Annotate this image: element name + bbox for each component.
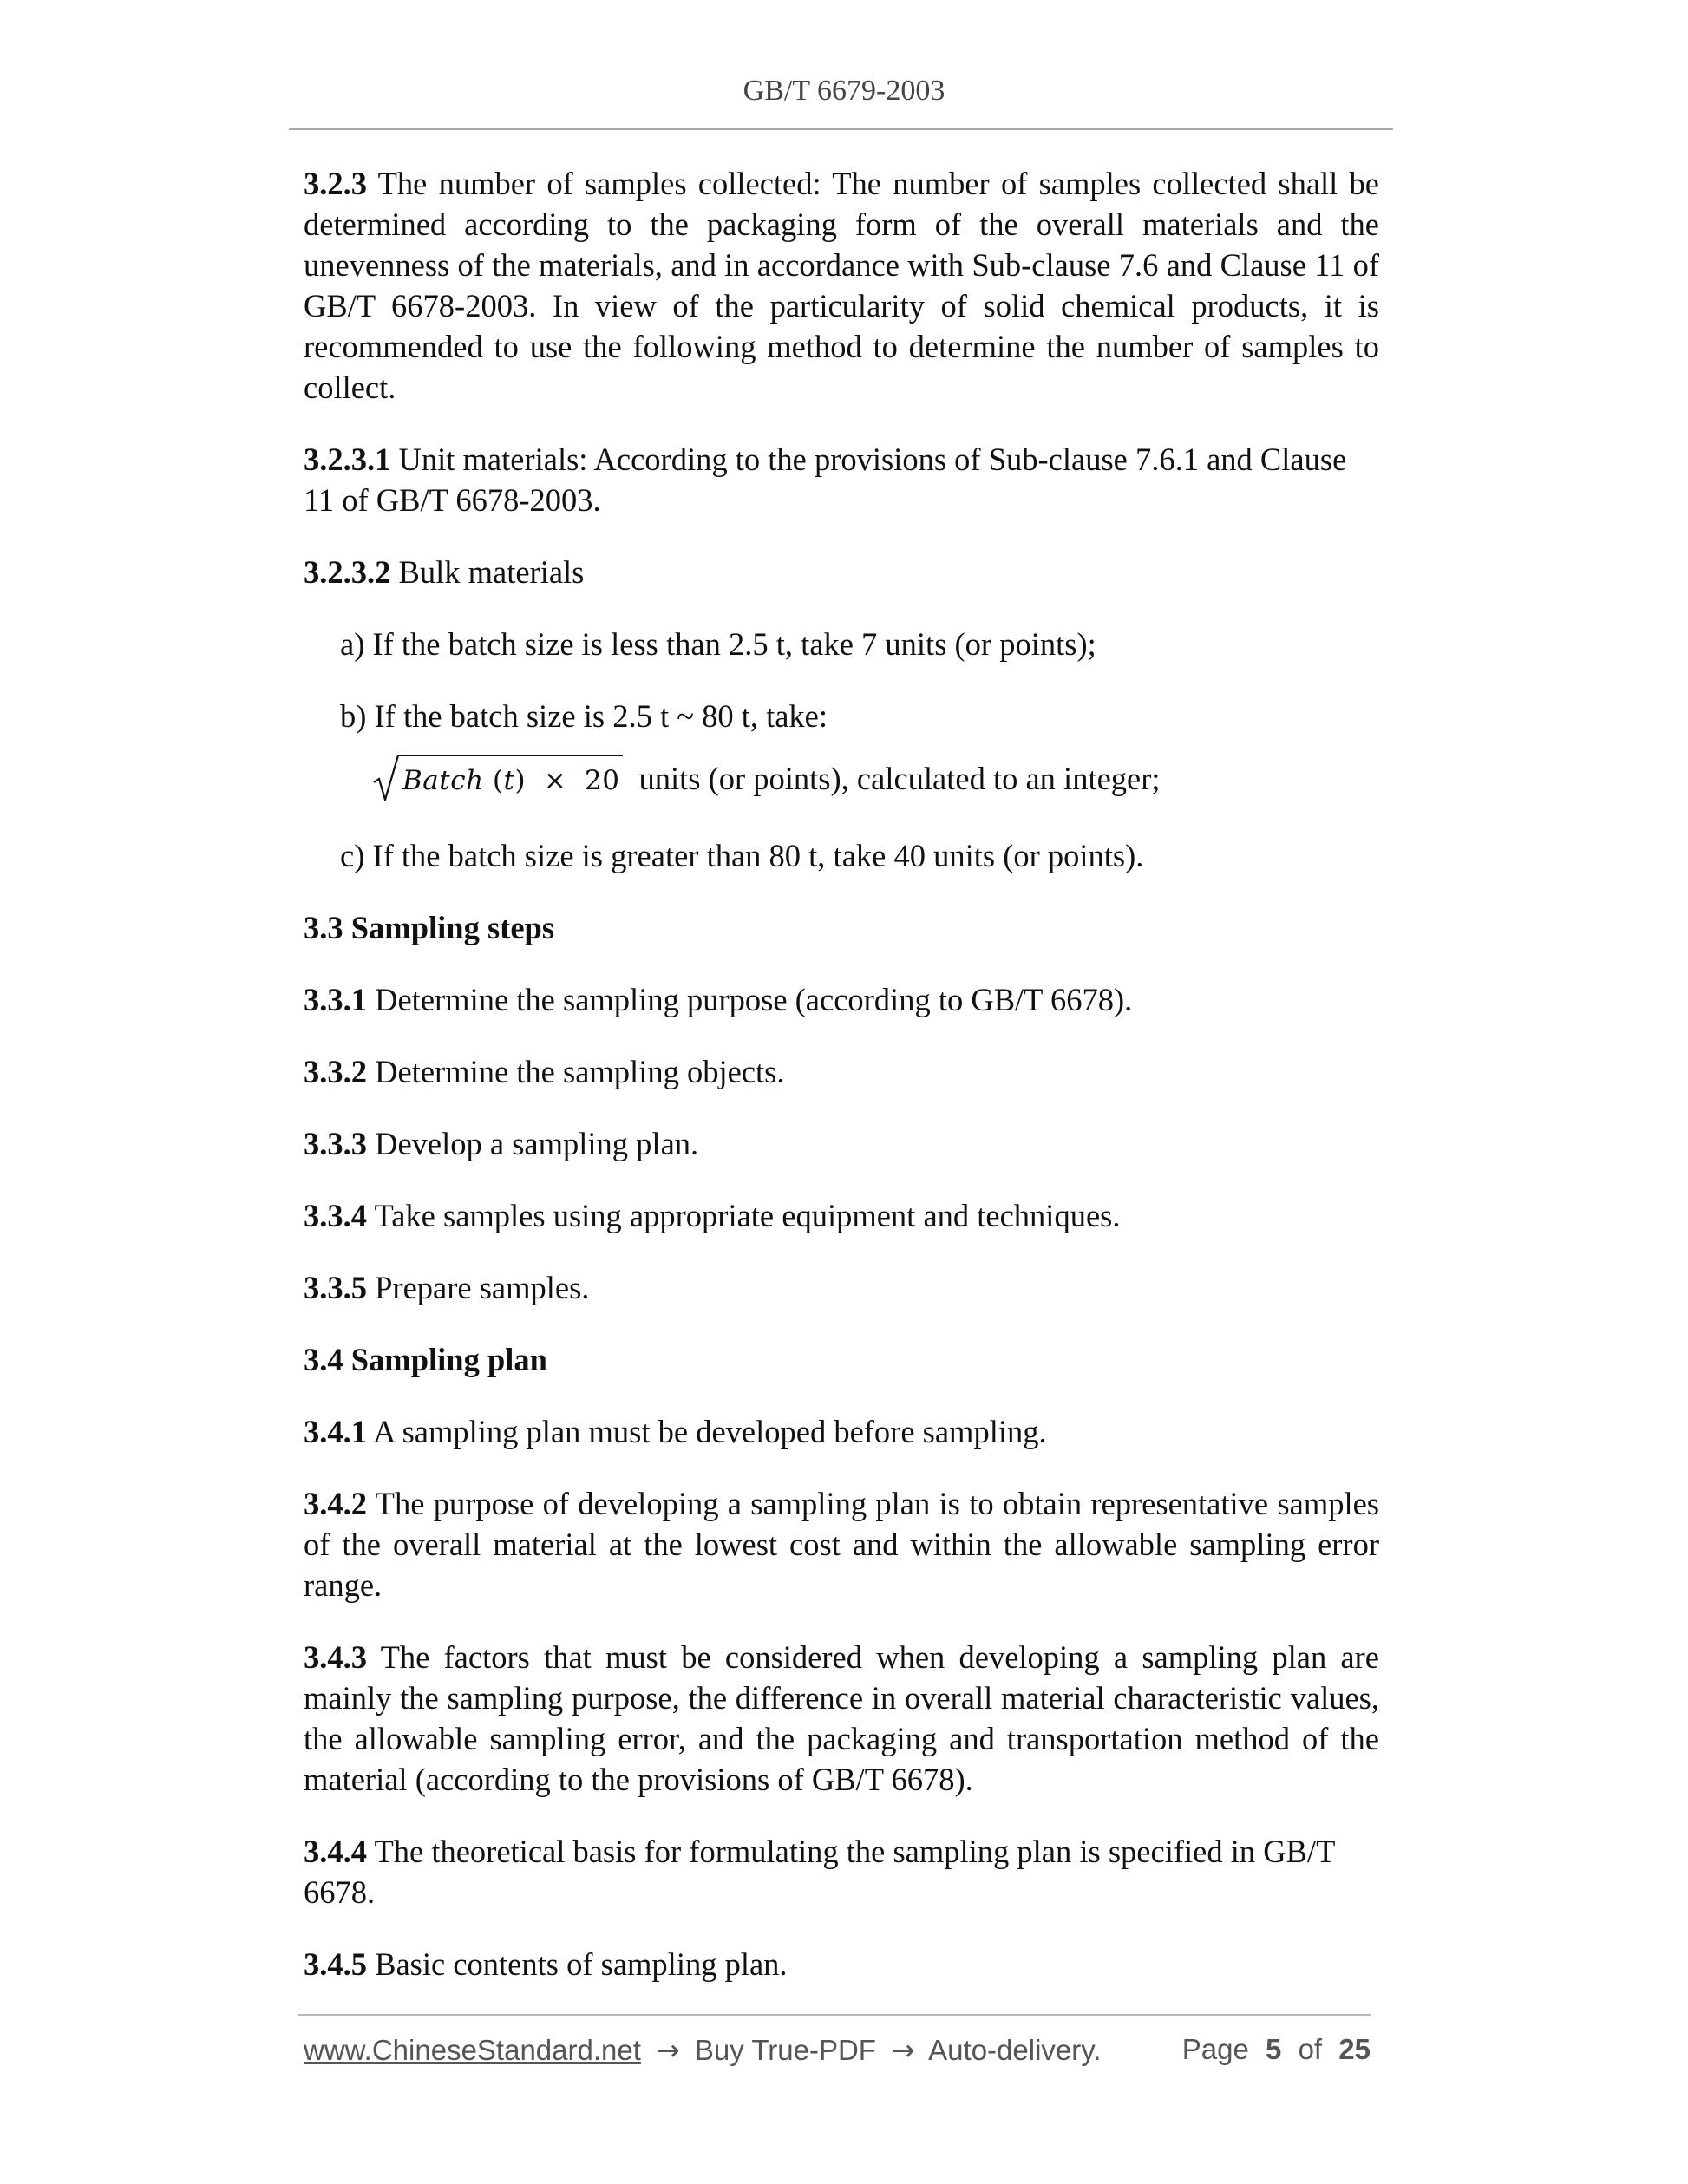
clause-number: 3.4.1 (304, 1414, 367, 1449)
clause-number: 3.2.3 (304, 166, 367, 201)
formula-batch: Batch (402, 764, 484, 796)
clause-3-4-3 (304, 1637, 1379, 1800)
clause-number: 3.3.5 (304, 1270, 367, 1305)
page-header: GB/T 6679-2003 (743, 75, 945, 107)
formula-t: t (503, 764, 515, 796)
clause-text: The factors that must be considered when developing a sampling plan are mainly the sampling purpose, the difference in overall material characteristic values, the allowable sampling error, and the packaging and transportation method of the material (according to the provisions of GB/T 6678). (304, 1639, 1379, 1797)
formula-radicand (399, 755, 623, 801)
arrow-right-icon: → (656, 2032, 680, 2067)
clause-text: Basic contents of sampling plan. (375, 1946, 788, 1982)
arrow-right-icon: → (891, 2032, 915, 2067)
sample-count-formula (373, 752, 1379, 804)
clause-3-3-4 (304, 1195, 1379, 1236)
clause-text: Take samples using appropriate equipment and techniques. (374, 1198, 1121, 1233)
list-item-c: c) If the batch size is greater than 80 t, take 40 units (or points). (340, 838, 1144, 873)
clause-text: Prepare samples. (375, 1270, 590, 1305)
auto-delivery-text: Auto-delivery. (928, 2033, 1102, 2066)
clause-number: 3.4.4 (304, 1834, 367, 1869)
clause-3-3-1 (304, 979, 1379, 1020)
page-indicator (1182, 2033, 1371, 2066)
clause-number: 3.4.3 (304, 1639, 367, 1675)
clause-text: The purpose of developing a sampling plan is to obtain representative samples of the overall material at the lowest cost and within the allowable sampling error range. (304, 1486, 1380, 1603)
section-heading-3-3: 3.3 Sampling steps (304, 910, 555, 945)
formula-paren-close: ) (514, 764, 527, 796)
clause-number: 3.3.4 (304, 1198, 367, 1233)
formula-times: × (543, 764, 567, 796)
clause-number: 3.3.1 (304, 982, 367, 1017)
website-link[interactable]: www.ChineseStandard.net (304, 2033, 641, 2066)
square-root-expression (373, 755, 623, 801)
clause-3-2-3-2 (304, 552, 1379, 592)
clause-text: The theoretical basis for formulating the sampling plan is specified in GB/T 6678. (304, 1834, 1335, 1910)
formula-paren-open: ( (492, 764, 504, 796)
clause-3-4-5 (304, 1944, 1379, 1985)
clause-3-4-4 (304, 1831, 1379, 1913)
document-body (304, 163, 1379, 2016)
page-total: 25 (1338, 2033, 1371, 2065)
list-item-a: a) If the batch size is less than 2.5 t, take 7 units (or points); (340, 626, 1096, 662)
buy-pdf-text: Buy True-PDF (694, 2033, 876, 2066)
clause-number: 3.2.3.1 (304, 441, 391, 477)
clause-3-3-5 (304, 1267, 1379, 1308)
clause-number: 3.4.2 (304, 1486, 367, 1521)
page-footer (304, 2028, 1371, 2071)
clause-3-2-3-1 (304, 439, 1379, 520)
clause-number: 3.3.3 (304, 1126, 367, 1161)
clause-text: Determine the sampling objects. (375, 1054, 785, 1089)
clause-text: Bulk materials (398, 554, 585, 590)
list-item-b: b) If the batch size is 2.5 t ~ 80 t, take: (340, 698, 828, 734)
clause-number: 3.2.3.2 (304, 554, 391, 590)
clause-3-2-3 (304, 163, 1379, 408)
page-number: 5 (1266, 2033, 1282, 2065)
clause-text: Unit materials: According to the provisions of Sub-clause 7.6.1 and Clause 11 of GB/T 6678-2003. (304, 441, 1347, 518)
clause-number: 3.3.2 (304, 1054, 367, 1089)
section-heading-3-4: 3.4 Sampling plan (304, 1342, 547, 1377)
clause-text: Develop a sampling plan. (375, 1126, 699, 1161)
clause-3-3-2 (304, 1051, 1379, 1092)
formula-tail-text: units (or points), calculated to an integer; (638, 760, 1161, 796)
footer-left (304, 2033, 1101, 2067)
clause-text: The number of samples collected: The number of samples collected shall be determined according to the packaging form of the overall materials and the unevenness of the materials, and in accordance with Sub-clause 7.6 and Clause 11 of GB/T 6678-2003. In view of the particularity of solid chemical products, it is recommended to use the following method to determine the number of samples to collect. (304, 166, 1380, 405)
clause-3-3-3 (304, 1123, 1379, 1164)
clause-number: 3.4.5 (304, 1946, 367, 1982)
square-root-icon (373, 755, 399, 801)
header-divider (289, 128, 1393, 130)
formula-number: 20 (585, 764, 620, 796)
footer-divider (298, 2014, 1371, 2016)
page-word: Page (1181, 2033, 1249, 2065)
clause-text: Determine the sampling purpose (according to GB/T 6678). (375, 982, 1133, 1017)
clause-3-4-1 (304, 1411, 1379, 1452)
clause-3-4-2 (304, 1483, 1379, 1605)
clause-text: A sampling plan must be developed before sampling. (373, 1414, 1047, 1449)
of-word: of (1298, 2033, 1323, 2065)
